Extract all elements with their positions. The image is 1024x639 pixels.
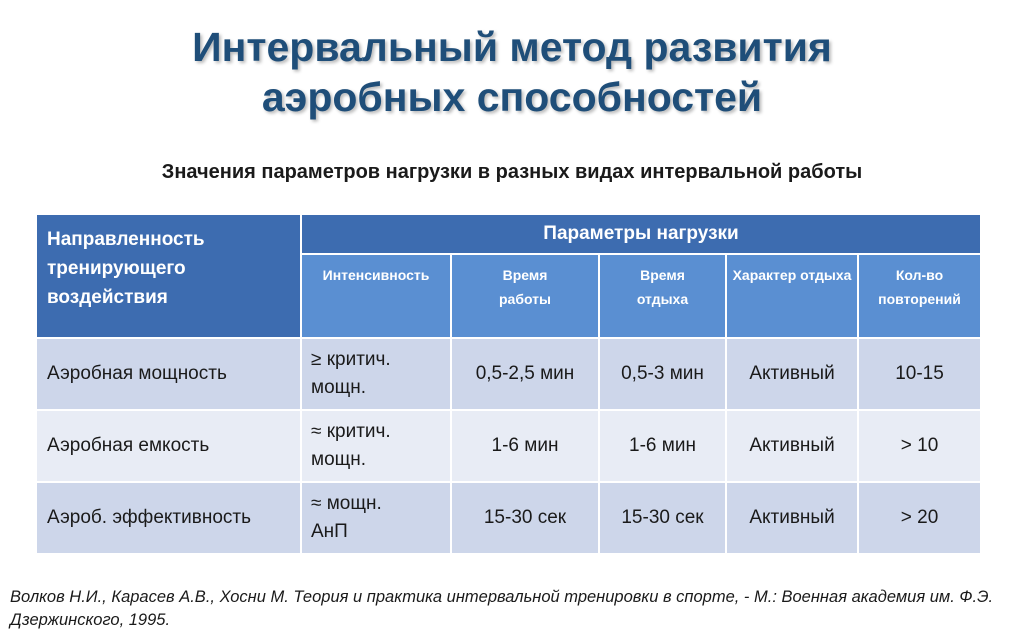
row-repetitions: > 10	[858, 410, 981, 482]
row-rest-type: Активный	[726, 410, 858, 482]
row-rest-time: 0,5-3 мин	[599, 338, 726, 410]
row-work-time: 0,5-2,5 мин	[451, 338, 599, 410]
load-parameters-table	[35, 213, 982, 555]
table-row	[36, 410, 981, 482]
row-rest-type: Активный	[726, 482, 858, 554]
header-rest-type: Характер отдыха	[726, 254, 858, 338]
row-direction: Аэробная мощность	[36, 338, 301, 410]
page-title-line-2: аэробных способностей	[261, 74, 763, 120]
header-direction: Направленность тренирующего воздействия	[36, 214, 301, 338]
table-row	[36, 482, 981, 554]
row-repetitions: > 20	[858, 482, 981, 554]
citation: Волков Н.И., Карасев А.В., Хосни М. Теория и практика интервальной тренировки в спорте, - М.: Военная академия им. Ф.Э. Дзержинского, 1995.	[10, 588, 994, 629]
row-rest-time: 1-6 мин	[599, 410, 726, 482]
row-direction: Аэроб. эффективность	[36, 482, 301, 554]
header-repetitions: Кол-во повторений	[858, 254, 981, 338]
row-intensity: ≥ критич. мощн.	[301, 338, 451, 410]
row-work-time: 15-30 сек	[451, 482, 599, 554]
row-intensity: ≈ критич. мощн.	[301, 410, 451, 482]
row-direction: Аэробная емкость	[36, 410, 301, 482]
header-load-parameters: Параметры нагрузки	[301, 214, 981, 254]
header-work-time: Время работы	[451, 254, 599, 338]
row-intensity: ≈ мощн. АнП	[301, 482, 451, 554]
header-rest-time: Время отдыха	[599, 254, 726, 338]
row-work-time: 1-6 мин	[451, 410, 599, 482]
row-rest-time: 15-30 сек	[599, 482, 726, 554]
table-subtitle: Значения параметров нагрузки в разных видах интервальной работы	[161, 161, 863, 183]
page-title-line-1: Интервальный метод развития	[192, 24, 832, 70]
table-header-row	[36, 214, 981, 254]
row-repetitions: 10-15	[858, 338, 981, 410]
table-row	[36, 338, 981, 410]
page-title	[0, 22, 1024, 122]
header-intensity: Интенсивность	[301, 254, 451, 338]
row-rest-type: Активный	[726, 338, 858, 410]
